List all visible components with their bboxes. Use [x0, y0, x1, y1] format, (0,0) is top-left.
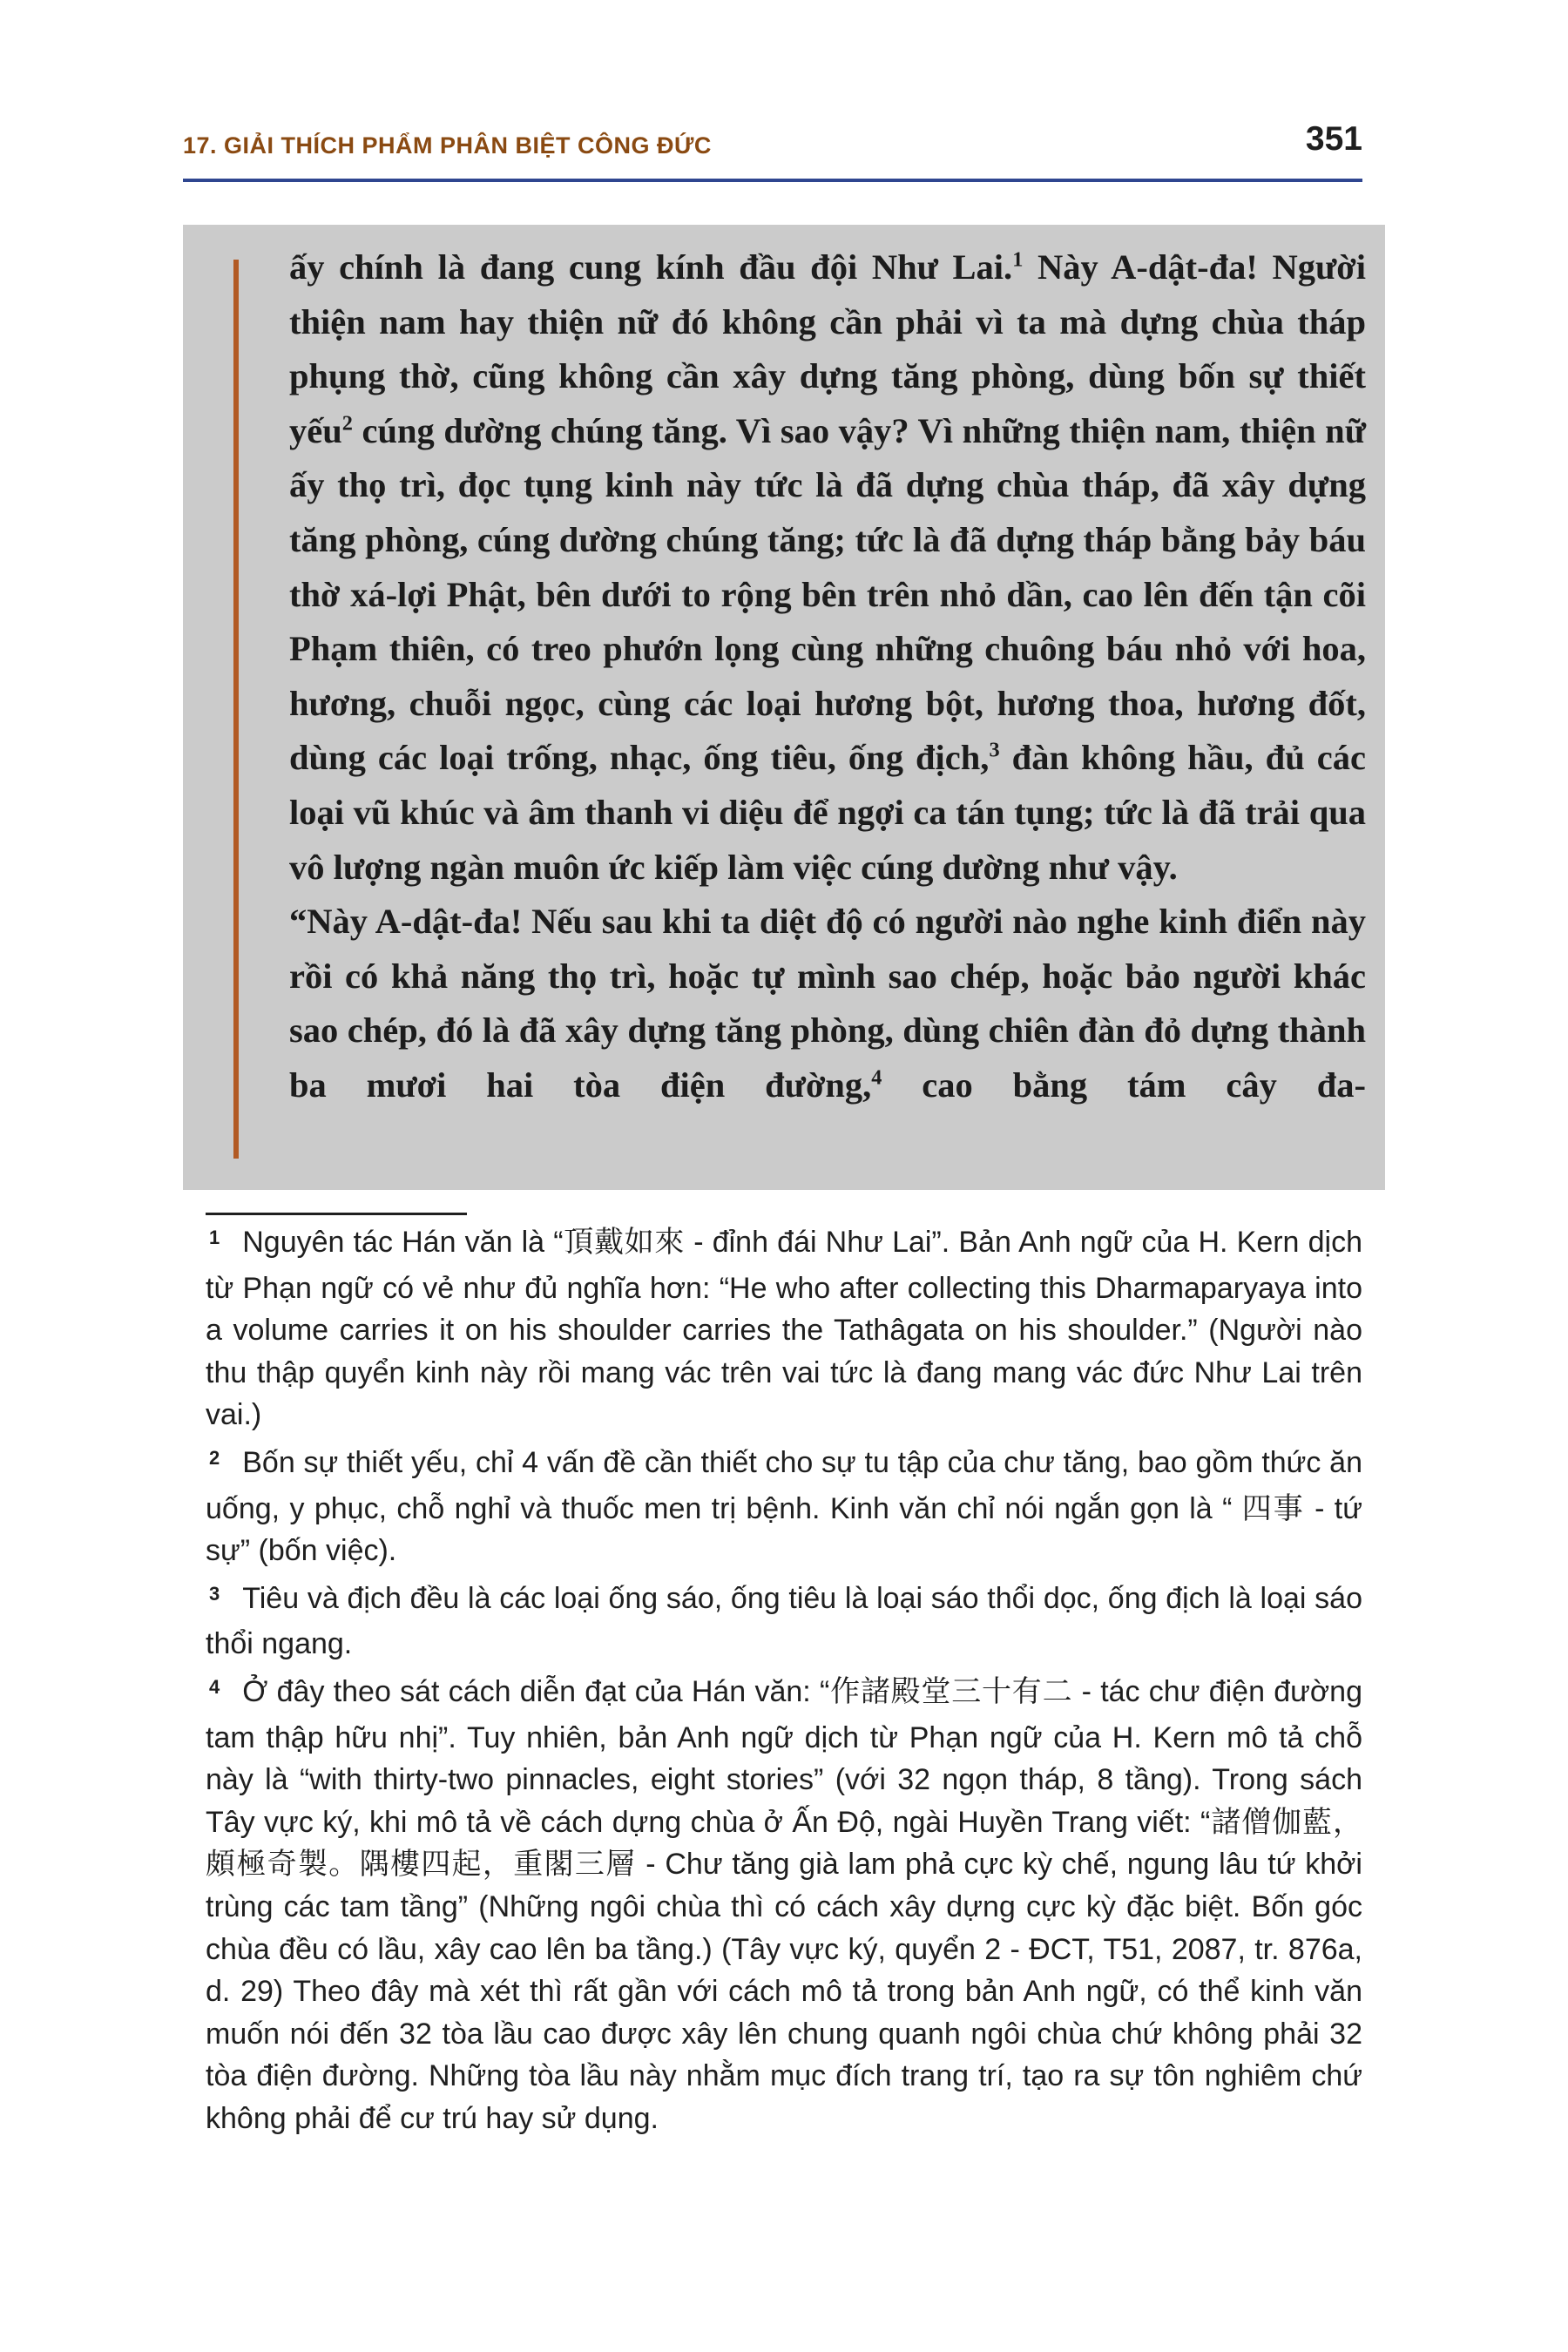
footnotes — [206, 1221, 1362, 2145]
footnote-ref-4[interactable]: 4 — [871, 1065, 882, 1090]
footnote-mark: 3 — [209, 1582, 220, 1605]
footnote-text: Ở đây theo sát cách diễn đạt của Hán văn: “作諸殿堂三十有二 - tác chư điện đường tam thập hữu nhị”. Tuy nhiên, bản Anh ngữ dịch từ Phạn ngữ của H. Kern mô tả chỗ này là “with thirty-two pinnacles, eight stories” (với 32 ngọn tháp, 8 tầng). Trong sách Tây vực ký, khi mô tả về cách dựng chùa ở Ấn Độ, ngài Huyền Trang viết: “諸僧伽藍，頗極奇製。隅樓四起，重閣三層 - Chư tăng già lam phả cực kỳ chế, ngung lâu tứ khởi trùng các tam tầng” (Những ngôi chùa thì có cách xây dựng cực kỳ đặc biệt. Bốn góc chùa đều có lầu, xây cao lên ba tầng.) (Tây vực ký, quyển 2 - ĐCT, T51, 2087, tr. 876a, d. 29) Theo đây mà xét thì rất gần với cách mô tả trong bản Anh ngữ, có thể kinh văn muốn nói đến 32 tòa lầu cao được xây lên chung quanh ngôi chùa chứ không phải 32 tòa điện đường. Những tòa lầu này nhằm mục đích trang trí, tạo ra sự tôn nghiêm chứ không phải để cư trú hay sử dụng. — [206, 1674, 1362, 2135]
footnote-mark: 4 — [209, 1675, 220, 1698]
footnote-ref-2[interactable]: 2 — [341, 411, 353, 436]
quote-text-segment: Này A-dật-đa! Người thiện nam hay thiện nữ đó không cần phải vì ta mà dựng chùa tháp phụng thờ, cũng không cần xây dựng tăng phòng, dùng bốn sự thiết yếu — [289, 247, 1366, 450]
footnote-mark: 1 — [209, 1227, 220, 1248]
footnote-text: Nguyên tác Hán văn là “頂戴如來 - đỉnh đái Như Lai”. Bản Anh ngữ của H. Kern dịch từ Phạn ngữ có vẻ như đủ nghĩa hơn: “He who after collecting this Dharmaparyaya into a volume carries it on his shoulder carries the Tathâgata on his shoulder.” (Người nào thu thập quyển kinh này rồi mang vác trên vai tức là đang mang vác đức Như Lai trên vai.) — [206, 1226, 1362, 1432]
footnote-1 — [206, 1221, 1362, 1436]
quote-accent-bar — [233, 260, 239, 1159]
footnote-text: Tiêu và địch đều là các loại ống sáo, ống tiêu là loại sáo thổi dọc, ống địch là loại sáo thổi ngang. — [206, 1581, 1362, 1661]
sutra-quote-text — [289, 240, 1366, 1113]
sutra-quote-box — [183, 225, 1385, 1190]
quote-paragraph-1 — [289, 240, 1366, 895]
footnote-ref-3[interactable]: 3 — [989, 738, 1000, 762]
footnote-mark: 2 — [209, 1446, 220, 1469]
footnote-text: Bốn sự thiết yếu, chỉ 4 vấn đề cần thiết cho sự tu tập của chư tăng, bao gồm thức ăn uống, y phục, chỗ nghỉ và thuốc men trị bệnh. Kinh văn chỉ nói ngắn gọn là “ 四事 - tứ sự” (bốn việc). — [206, 1445, 1362, 1568]
header-rule — [183, 179, 1362, 182]
footnote-3 — [206, 1578, 1362, 1666]
footnote-rule — [206, 1213, 467, 1215]
quote-text-segment: ấy chính là đang cung kính đầu đội Như Lai. — [289, 247, 1013, 287]
footnote-4 — [206, 1671, 1362, 2140]
footnote-2 — [206, 1442, 1362, 1572]
footnote-ref-1[interactable]: 1 — [1012, 247, 1024, 272]
quote-paragraph-2 — [289, 895, 1366, 1112]
chapter-title: 17. GIẢI THÍCH PHẨM PHÂN BIỆT CÔNG ĐỨC — [183, 132, 712, 159]
quote-text-segment: đàn không hầu, đủ các loại vũ khúc và âm thanh vi diệu để ngợi ca tán tụng; tức là đã trải qua vô lượng ngàn muôn ức kiếp làm việc cúng dường như vậy. — [289, 738, 1366, 887]
quote-text-segment: cúng dường chúng tăng. Vì sao vậy? Vì những thiện nam, thiện nữ ấy thọ trì, đọc tụng kinh này tức là đã dựng chùa tháp, đã xây dựng tăng phòng, cúng dường chúng tăng; tức là đã dựng tháp bằng bảy báu thờ xá-lợi Phật, bên dưới to rộng bên trên nhỏ dần, cao lên đến tận cõi Phạm thiên, có treo phướn lọng cùng những chuông báu nhỏ với hoa, hương, chuỗi ngọc, cùng các loại hương bột, hương thoa, hương đốt, dùng các loại trống, nhạc, ống tiêu, ống địch, — [289, 410, 1366, 778]
page-number: 351 — [1305, 120, 1362, 158]
running-header — [183, 120, 1362, 174]
quote-text-segment: cao bằng tám cây đa- — [882, 1064, 1366, 1105]
quote-text-segment: “Này A-dật-đa! Nếu sau khi ta diệt độ có người nào nghe kinh điển này rồi có khả năng thọ trì, hoặc tự mình sao chép, hoặc bảo người khác sao chép, đó là đã xây dựng tăng phòng, dùng chiên đàn đỏ dựng thành ba mươi hai tòa điện đường, — [289, 902, 1366, 1105]
